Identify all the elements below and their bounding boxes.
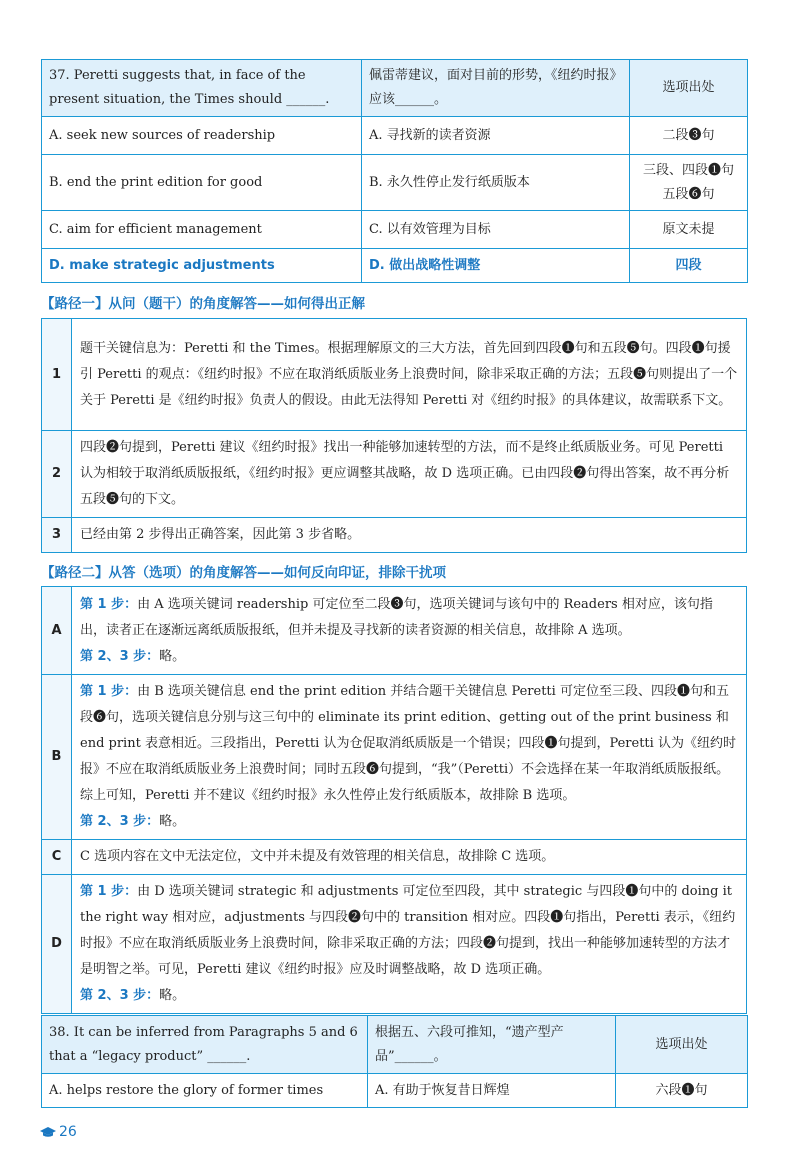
q37-option-d-src: 四段 — [630, 249, 748, 283]
q37-option-a-en: A. seek new sources of readership — [42, 117, 362, 155]
path2-option-a-label: A — [42, 587, 72, 675]
q38-table — [41, 1015, 748, 1108]
path1-step-3-text: 已经由第 2 步得出正确答案，因此第 3 步省略。 — [72, 518, 747, 553]
q37-option-c-en: C. aim for efficient management — [42, 211, 362, 249]
q37-option-b-src: 三段、四段❶句 五段❻句 — [630, 155, 748, 211]
q38-option-a-src: 六段❶句 — [616, 1074, 748, 1108]
q37-option-a-src: 二段❸句 — [630, 117, 748, 155]
step-2-3-text: 略。 — [159, 648, 186, 664]
path2-option-b-cell — [72, 675, 747, 840]
q38-option-a-en: A. helps restore the glory of former times — [42, 1074, 368, 1108]
path2-option-c-text: C 选项内容在文中无法定位，文中并未提及有效管理的相关信息，故排除 C 选项。 — [72, 840, 747, 875]
q37-option-b-zh: B. 永久性停止发行纸质版本 — [362, 155, 630, 211]
step-2-3-text: 略。 — [159, 814, 186, 829]
q37-source-header: 选项出处 — [630, 60, 748, 117]
path1-step-1-text: 题干关键信息为：Peretti 和 the Times。根据理解原文的三大方法，首先回到四段❶句和五段❺句。四段❶句援引 Peretti 的观点：《纽约时报》不应在取消纸质版业务上浪费时间，除非采取正确的方法；五段❺句则提出了一个关于 Peretti 是《纽约时报》负责人的假设。由此无法得知 Peretti 对《纽约时报》的具体建议，故需联系下文。 — [72, 319, 747, 431]
page-number — [40, 1124, 77, 1140]
graduation-cap-icon — [40, 1126, 56, 1138]
q37-option-a-zh: A. 寻找新的读者资源 — [362, 117, 630, 155]
path1-step-2-label: 2 — [42, 431, 72, 518]
step-2-3-label: 第 2、3 步： — [80, 988, 160, 1003]
path2-option-a-text: 由 A 选项关键词 readership 可定位至二段❸句，选项关键词与该句中的 Readers 相对应，该句指出，读者正在逐渐远离纸质版报纸，但并未提及寻找新的读者资源的相关信息，故排除 A 选项。 — [80, 596, 713, 638]
step-2-3-label: 第 2、3 步： — [80, 648, 160, 664]
path2-option-d-text: 由 D 选项关键词 strategic 和 adjustments 可定位至四段，其中 strategic 与四段❶句中的 doing it the right way 相对应，adjustments 与四段❷句中的 transition 相对应。四段❶句指出，Peretti 表示，《纽约时报》不应在取消纸质版业务上浪费时间，除非采取正确的方法；四段❷句提到，找出一种能够加速转型的方法才是明智之举。可见，Peretti 建议《纽约时报》应及时调整战略，故 D 选项正确。 — [80, 884, 736, 977]
path2-table — [41, 586, 747, 1014]
q37-option-c-zh: C. 以有效管理为目标 — [362, 211, 630, 249]
path1-step-3-label: 3 — [42, 518, 72, 553]
path1-step-1-label: 1 — [42, 319, 72, 431]
path2-option-b-label: B — [42, 675, 72, 840]
path2-option-d-label: D — [42, 875, 72, 1014]
step-1-label: 第 1 步： — [80, 884, 138, 899]
path2-option-b-text: 由 B 选项关键信息 end the print edition 并结合题干关键信息 Peretti 可定位至三段、四段❶句和五段❻句，选项关键信息分别与这三句中的 eliminate its print edition、getting out of the print business 和 end print 表意相近。三段指出，Peretti 认为仓促取消纸质版是一个错误；四段❶句提到，Peretti 认为《纽约时报》不应在取消纸质版业务上浪费时间；同时五段❻句提到，“我”（Peretti）不会选择在某一年取消纸质版报纸。综上可知，Peretti 并不建议《纽约时报》永久性停止发行纸质版本，故排除 B 选项。 — [80, 684, 736, 803]
q38-question-en: 38. It can be inferred from Paragraphs 5 and 6 that a “legacy product” ______. — [42, 1016, 368, 1074]
q38-option-a-zh: A. 有助于恢复昔日辉煌 — [368, 1074, 616, 1108]
q38-source-header: 选项出处 — [616, 1016, 748, 1074]
path2-title: 【路径二】从答（选项）的角度解答——如何反向印证，排除干扰项 — [41, 565, 446, 581]
path2-option-c-label: C — [42, 840, 72, 875]
q38-question-zh: 根据五、六段可推知，“遗产型产品”______。 — [368, 1016, 616, 1074]
step-2-3-text: 略。 — [159, 988, 186, 1003]
path1-table — [41, 318, 747, 553]
path1-title: 【路径一】从问（题干）的角度解答——如何得出正解 — [41, 296, 365, 312]
page-number-text: 26 — [59, 1124, 77, 1140]
q37-option-c-src: 原文未提 — [630, 211, 748, 249]
q37-option-d-zh: D. 做出战略性调整 — [362, 249, 630, 283]
step-1-label: 第 1 步： — [80, 684, 138, 699]
q37-question-zh: 佩雷蒂建议，面对目前的形势，《纽约时报》应该______。 — [362, 60, 630, 117]
step-2-3-label: 第 2、3 步： — [80, 814, 160, 829]
q37-option-d-en: D. make strategic adjustments — [42, 249, 362, 283]
q37-question-en: 37. Peretti suggests that, in face of the present situation, the Times should ______. — [42, 60, 362, 117]
q37-table — [41, 59, 748, 283]
path2-option-d-cell — [72, 875, 747, 1014]
step-1-label: 第 1 步： — [80, 596, 138, 612]
path1-step-2-text: 四段❷句提到，Peretti 建议《纽约时报》找出一种能够加速转型的方法，而不是终止纸质版业务。可见 Peretti 认为相较于取消纸质版报纸，《纽约时报》更应调整其战略，故 D 选项正确。已由四段❷句得出答案，故不再分析五段❺句的下文。 — [72, 431, 747, 518]
path2-option-a-cell — [72, 587, 747, 675]
q37-option-b-en: B. end the print edition for good — [42, 155, 362, 211]
